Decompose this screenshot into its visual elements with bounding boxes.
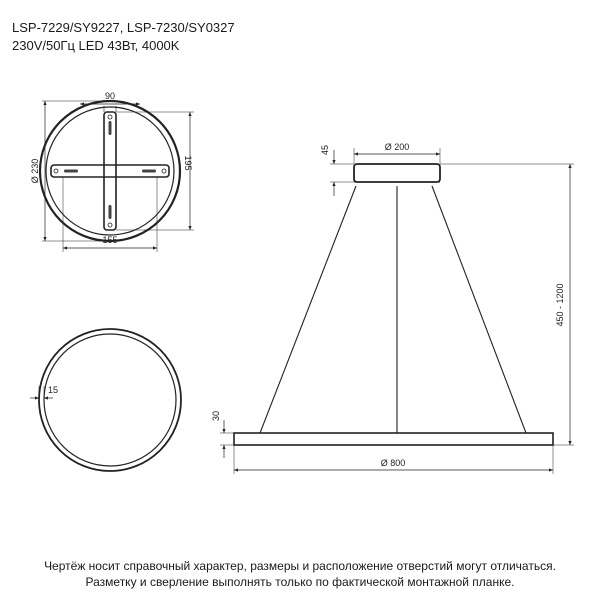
dim-plate-width: 90 [104,91,116,101]
suspension-cable-right [432,186,526,433]
dim-ring-thickness: 15 [48,385,59,395]
ring-inner-circle [44,334,176,466]
canopy-side [354,164,440,182]
dim-ring-diameter: Ø 800 [380,458,406,468]
suspension-cable-left [260,186,356,433]
ring-outer-circle [39,329,181,471]
disclaimer-line-1: Чертёж носит справочный характер, размеры и расположение отверстий могут отличаться. [44,559,556,573]
pendant-side-view [211,142,574,474]
dim-canopy-height: 45 [320,144,330,156]
mounting-plate-view [30,91,194,252]
ring-top-view [30,329,181,471]
dim-plate-height: 195 [183,155,193,171]
disclaimer-line-2: Разметку и сверление выполнять только по фактической монтажной планке. [85,575,515,589]
dim-plate-diameter: Ø 230 [30,158,40,184]
model-numbers: LSP-7229/SY9227, LSP-7230/SY0327 [12,20,235,35]
dim-canopy-diameter: Ø 200 [384,142,410,152]
dim-ring-height: 30 [211,410,221,422]
dim-suspension-length: 450 - 1200 [555,283,565,327]
dim-plate-bottom: 155 [102,235,118,245]
ring-side [234,433,553,445]
electrical-specs: 230V/50Гц LED 43Вт, 4000K [12,38,180,53]
